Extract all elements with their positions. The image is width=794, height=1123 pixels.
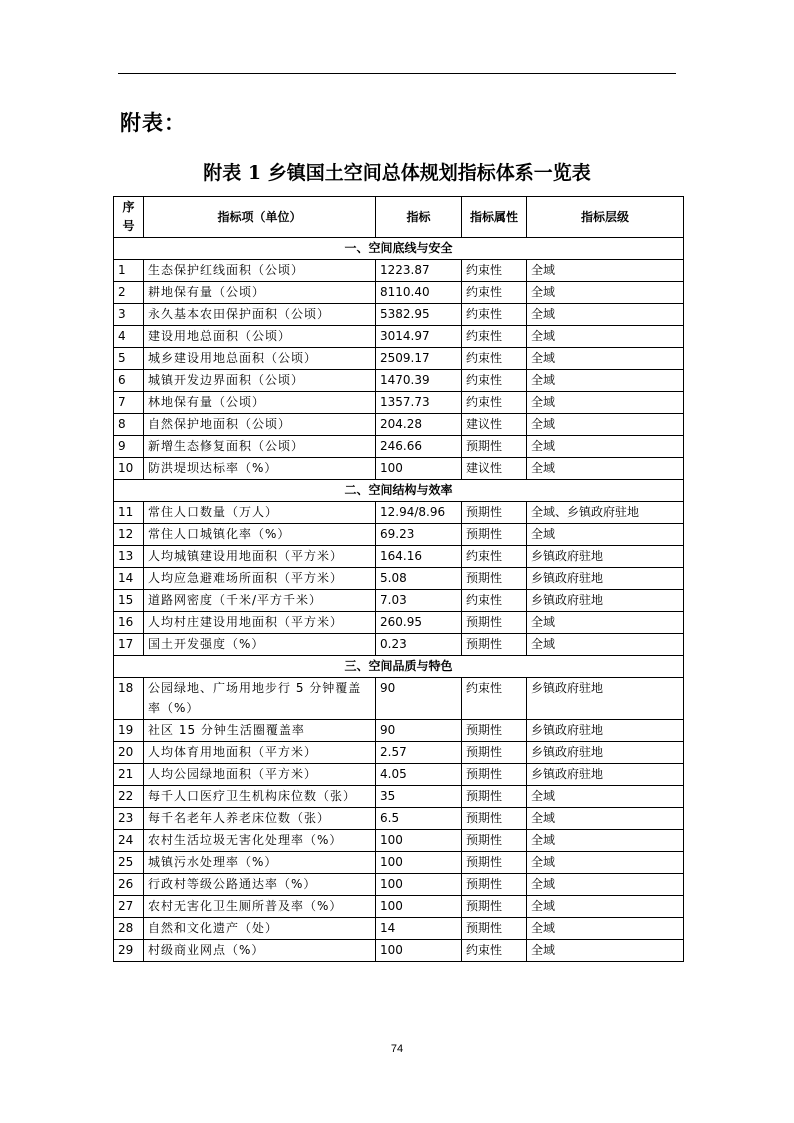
cell-name: 农村生活垃圾无害化处理率（%） bbox=[144, 830, 376, 852]
cell-attribute: 约束性 bbox=[462, 546, 527, 568]
cell-level: 全域 bbox=[527, 414, 684, 436]
cell-value: 90 bbox=[376, 678, 462, 720]
cell-level: 乡镇政府驻地 bbox=[527, 678, 684, 720]
table-row bbox=[114, 830, 684, 852]
cell-value: 90 bbox=[376, 720, 462, 742]
cell-index: 24 bbox=[114, 830, 144, 852]
cell-name: 公园绿地、广场用地步行 5 分钟覆盖率（%） bbox=[144, 678, 376, 720]
cell-name: 人均体育用地面积（平方米） bbox=[144, 742, 376, 764]
cell-value: 5382.95 bbox=[376, 304, 462, 326]
cell-attribute: 建议性 bbox=[462, 458, 527, 480]
cell-index: 17 bbox=[114, 634, 144, 656]
cell-index: 2 bbox=[114, 282, 144, 304]
cell-attribute: 预期性 bbox=[462, 502, 527, 524]
section-row bbox=[114, 238, 684, 260]
cell-value: 100 bbox=[376, 940, 462, 962]
cell-level: 全域 bbox=[527, 940, 684, 962]
cell-attribute: 预期性 bbox=[462, 720, 527, 742]
header-indicator-level: 指标层级 bbox=[527, 197, 684, 238]
cell-name: 城镇污水处理率（%） bbox=[144, 852, 376, 874]
table-row bbox=[114, 852, 684, 874]
cell-level: 全域 bbox=[527, 436, 684, 458]
table-row bbox=[114, 896, 684, 918]
section-title: 二、空间结构与效率 bbox=[114, 480, 684, 502]
cell-name: 每千名老年人养老床位数（张） bbox=[144, 808, 376, 830]
header-index: 序号 bbox=[114, 197, 144, 238]
cell-index: 16 bbox=[114, 612, 144, 634]
cell-index: 1 bbox=[114, 260, 144, 282]
page-number: 74 bbox=[390, 1043, 404, 1055]
cell-value: 1470.39 bbox=[376, 370, 462, 392]
cell-name: 人均公园绿地面积（平方米） bbox=[144, 764, 376, 786]
cell-name: 常住人口数量（万人） bbox=[144, 502, 376, 524]
table-row bbox=[114, 634, 684, 656]
cell-level: 全域 bbox=[527, 348, 684, 370]
cell-level: 全域 bbox=[527, 370, 684, 392]
cell-name: 城镇开发边界面积（公顷） bbox=[144, 370, 376, 392]
cell-level: 全域 bbox=[527, 874, 684, 896]
cell-attribute: 约束性 bbox=[462, 590, 527, 612]
cell-name: 永久基本农田保护面积（公顷） bbox=[144, 304, 376, 326]
cell-level: 全域 bbox=[527, 612, 684, 634]
cell-level: 全域、乡镇政府驻地 bbox=[527, 502, 684, 524]
cell-value: 100 bbox=[376, 896, 462, 918]
cell-index: 20 bbox=[114, 742, 144, 764]
cell-index: 10 bbox=[114, 458, 144, 480]
cell-name: 每千人口医疗卫生机构床位数（张） bbox=[144, 786, 376, 808]
cell-attribute: 约束性 bbox=[462, 282, 527, 304]
cell-attribute: 预期性 bbox=[462, 786, 527, 808]
cell-value: 100 bbox=[376, 852, 462, 874]
cell-value: 246.66 bbox=[376, 436, 462, 458]
cell-level: 全域 bbox=[527, 260, 684, 282]
cell-value: 1357.73 bbox=[376, 392, 462, 414]
cell-index: 3 bbox=[114, 304, 144, 326]
table-row bbox=[114, 304, 684, 326]
cell-level: 全域 bbox=[527, 786, 684, 808]
cell-value: 100 bbox=[376, 874, 462, 896]
cell-index: 26 bbox=[114, 874, 144, 896]
cell-index: 25 bbox=[114, 852, 144, 874]
cell-index: 9 bbox=[114, 436, 144, 458]
cell-index: 7 bbox=[114, 392, 144, 414]
table-row bbox=[114, 940, 684, 962]
table-row bbox=[114, 260, 684, 282]
cell-attribute: 建议性 bbox=[462, 414, 527, 436]
cell-value: 2.57 bbox=[376, 742, 462, 764]
table-row bbox=[114, 786, 684, 808]
cell-name: 村级商业网点（%） bbox=[144, 940, 376, 962]
cell-attribute: 预期性 bbox=[462, 634, 527, 656]
cell-value: 69.23 bbox=[376, 524, 462, 546]
cell-attribute: 预期性 bbox=[462, 568, 527, 590]
cell-index: 15 bbox=[114, 590, 144, 612]
cell-value: 4.05 bbox=[376, 764, 462, 786]
table-row bbox=[114, 612, 684, 634]
cell-level: 全域 bbox=[527, 896, 684, 918]
table-row bbox=[114, 568, 684, 590]
section-title: 一、空间底线与安全 bbox=[114, 238, 684, 260]
cell-value: 35 bbox=[376, 786, 462, 808]
cell-name: 自然和文化遗产（处） bbox=[144, 918, 376, 940]
cell-index: 29 bbox=[114, 940, 144, 962]
table-row bbox=[114, 282, 684, 304]
section-label: 附表： bbox=[120, 110, 186, 135]
cell-index: 27 bbox=[114, 896, 144, 918]
cell-value: 14 bbox=[376, 918, 462, 940]
section-title: 三、空间品质与特色 bbox=[114, 656, 684, 678]
cell-index: 12 bbox=[114, 524, 144, 546]
cell-index: 18 bbox=[114, 678, 144, 720]
cell-name: 耕地保有量（公顷） bbox=[144, 282, 376, 304]
table-row bbox=[114, 590, 684, 612]
cell-level: 全域 bbox=[527, 458, 684, 480]
cell-value: 2509.17 bbox=[376, 348, 462, 370]
cell-index: 19 bbox=[114, 720, 144, 742]
cell-index: 4 bbox=[114, 326, 144, 348]
table-row bbox=[114, 370, 684, 392]
cell-attribute: 预期性 bbox=[462, 918, 527, 940]
cell-level: 全域 bbox=[527, 634, 684, 656]
cell-attribute: 预期性 bbox=[462, 764, 527, 786]
table-row bbox=[114, 874, 684, 896]
cell-name: 新增生态修复面积（公顷） bbox=[144, 436, 376, 458]
cell-value: 5.08 bbox=[376, 568, 462, 590]
cell-level: 乡镇政府驻地 bbox=[527, 764, 684, 786]
cell-level: 全域 bbox=[527, 282, 684, 304]
header-indicator-value: 指标 bbox=[376, 197, 462, 238]
table-row bbox=[114, 414, 684, 436]
cell-level: 全域 bbox=[527, 326, 684, 348]
cell-value: 164.16 bbox=[376, 546, 462, 568]
cell-name: 国土开发强度（%） bbox=[144, 634, 376, 656]
cell-name: 人均城镇建设用地面积（平方米） bbox=[144, 546, 376, 568]
table-row bbox=[114, 524, 684, 546]
cell-value: 8110.40 bbox=[376, 282, 462, 304]
cell-index: 21 bbox=[114, 764, 144, 786]
table-row bbox=[114, 546, 684, 568]
cell-name: 生态保护红线面积（公顷） bbox=[144, 260, 376, 282]
table-row bbox=[114, 808, 684, 830]
cell-attribute: 预期性 bbox=[462, 436, 527, 458]
cell-value: 204.28 bbox=[376, 414, 462, 436]
cell-attribute: 约束性 bbox=[462, 326, 527, 348]
indicator-table bbox=[113, 196, 684, 962]
table-body bbox=[114, 238, 684, 962]
cell-level: 乡镇政府驻地 bbox=[527, 590, 684, 612]
cell-index: 11 bbox=[114, 502, 144, 524]
cell-level: 乡镇政府驻地 bbox=[527, 546, 684, 568]
header-indicator-item: 指标项（单位） bbox=[144, 197, 376, 238]
cell-value: 7.03 bbox=[376, 590, 462, 612]
cell-name: 人均应急避难场所面积（平方米） bbox=[144, 568, 376, 590]
section-row bbox=[114, 480, 684, 502]
cell-index: 23 bbox=[114, 808, 144, 830]
cell-name: 林地保有量（公顷） bbox=[144, 392, 376, 414]
cell-value: 100 bbox=[376, 830, 462, 852]
cell-value: 260.95 bbox=[376, 612, 462, 634]
cell-name: 常住人口城镇化率（%） bbox=[144, 524, 376, 546]
cell-level: 乡镇政府驻地 bbox=[527, 720, 684, 742]
cell-index: 8 bbox=[114, 414, 144, 436]
cell-name: 人均村庄建设用地面积（平方米） bbox=[144, 612, 376, 634]
table-row bbox=[114, 392, 684, 414]
cell-name: 自然保护地面积（公顷） bbox=[144, 414, 376, 436]
table-row bbox=[114, 326, 684, 348]
cell-level: 全域 bbox=[527, 304, 684, 326]
cell-value: 100 bbox=[376, 458, 462, 480]
cell-attribute: 约束性 bbox=[462, 260, 527, 282]
cell-value: 0.23 bbox=[376, 634, 462, 656]
cell-attribute: 约束性 bbox=[462, 370, 527, 392]
cell-name: 社区 15 分钟生活圈覆盖率 bbox=[144, 720, 376, 742]
table-row bbox=[114, 458, 684, 480]
cell-name: 城乡建设用地总面积（公顷） bbox=[144, 348, 376, 370]
table-row bbox=[114, 742, 684, 764]
cell-level: 全域 bbox=[527, 524, 684, 546]
cell-attribute: 预期性 bbox=[462, 896, 527, 918]
cell-level: 全域 bbox=[527, 918, 684, 940]
cell-level: 全域 bbox=[527, 392, 684, 414]
header-rule bbox=[118, 73, 676, 74]
cell-index: 14 bbox=[114, 568, 144, 590]
table-row bbox=[114, 764, 684, 786]
cell-index: 5 bbox=[114, 348, 144, 370]
cell-value: 1223.87 bbox=[376, 260, 462, 282]
cell-index: 28 bbox=[114, 918, 144, 940]
cell-name: 建设用地总面积（公顷） bbox=[144, 326, 376, 348]
cell-level: 乡镇政府驻地 bbox=[527, 568, 684, 590]
cell-level: 全域 bbox=[527, 852, 684, 874]
cell-attribute: 约束性 bbox=[462, 348, 527, 370]
cell-value: 6.5 bbox=[376, 808, 462, 830]
table-row bbox=[114, 918, 684, 940]
cell-attribute: 预期性 bbox=[462, 612, 527, 634]
cell-attribute: 约束性 bbox=[462, 940, 527, 962]
cell-attribute: 预期性 bbox=[462, 524, 527, 546]
cell-attribute: 预期性 bbox=[462, 830, 527, 852]
cell-value: 3014.97 bbox=[376, 326, 462, 348]
table-row bbox=[114, 678, 684, 720]
cell-attribute: 预期性 bbox=[462, 874, 527, 896]
cell-level: 乡镇政府驻地 bbox=[527, 742, 684, 764]
cell-attribute: 约束性 bbox=[462, 392, 527, 414]
cell-attribute: 预期性 bbox=[462, 852, 527, 874]
section-row bbox=[114, 656, 684, 678]
cell-attribute: 约束性 bbox=[462, 678, 527, 720]
cell-level: 全域 bbox=[527, 830, 684, 852]
cell-attribute: 约束性 bbox=[462, 304, 527, 326]
table-row bbox=[114, 720, 684, 742]
header-indicator-attribute: 指标属性 bbox=[462, 197, 527, 238]
cell-attribute: 预期性 bbox=[462, 742, 527, 764]
cell-name: 行政村等级公路通达率（%） bbox=[144, 874, 376, 896]
cell-name: 道路网密度（千米/平方千米） bbox=[144, 590, 376, 612]
cell-index: 13 bbox=[114, 546, 144, 568]
table-row bbox=[114, 436, 684, 458]
cell-index: 6 bbox=[114, 370, 144, 392]
cell-name: 防洪堤坝达标率（%） bbox=[144, 458, 376, 480]
table-header-row bbox=[114, 197, 684, 238]
table-title: 附表 1 乡镇国土空间总体规划指标体系一览表 bbox=[203, 162, 591, 184]
cell-value: 12.94/8.96 bbox=[376, 502, 462, 524]
cell-index: 22 bbox=[114, 786, 144, 808]
cell-name: 农村无害化卫生厕所普及率（%） bbox=[144, 896, 376, 918]
cell-level: 全域 bbox=[527, 808, 684, 830]
cell-attribute: 预期性 bbox=[462, 808, 527, 830]
table-row bbox=[114, 348, 684, 370]
table-row bbox=[114, 502, 684, 524]
